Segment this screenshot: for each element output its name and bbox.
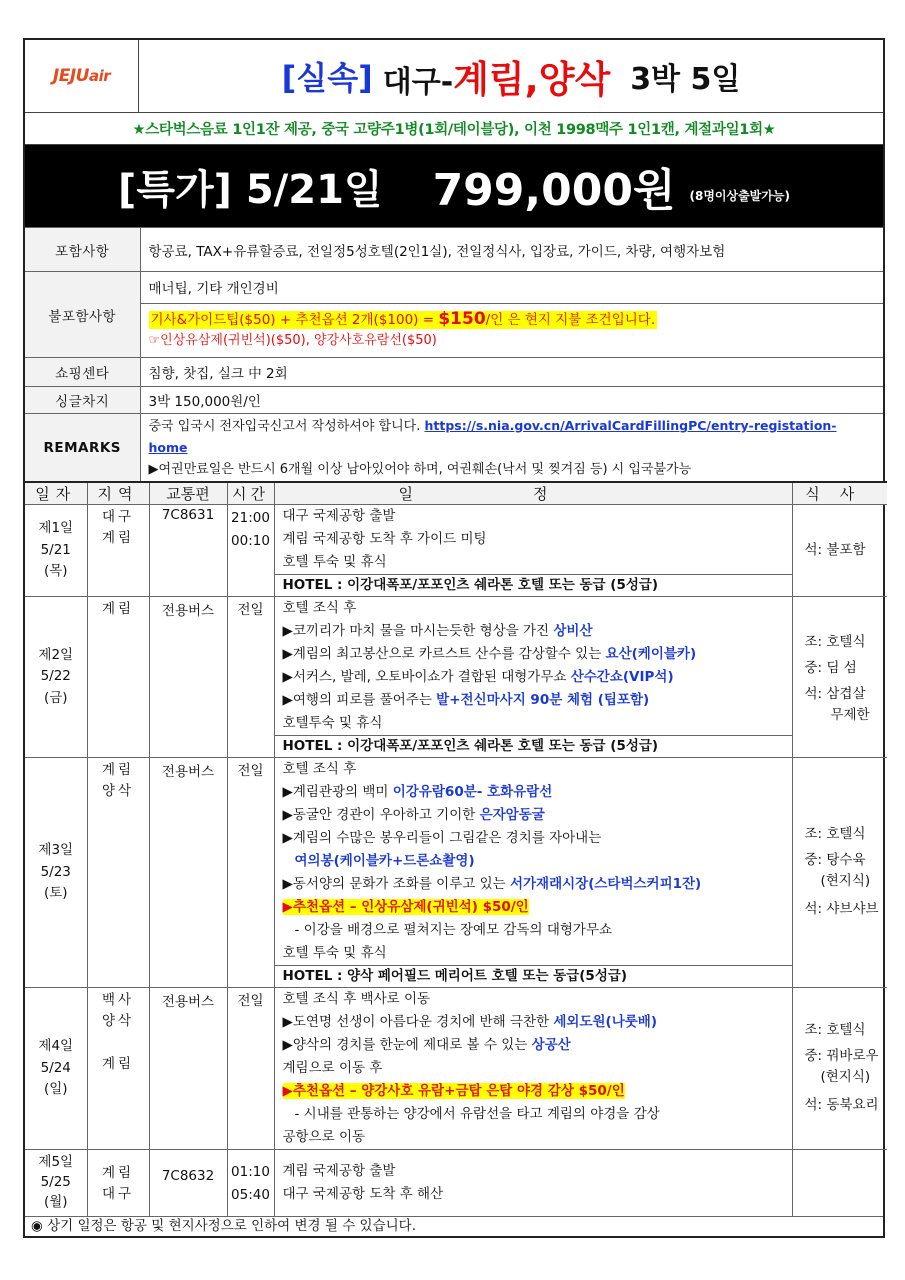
day-transport: 7C8631 — [149, 505, 227, 597]
day-plan: 호텔 조식 후 ▶코끼리가 마치 물을 마시는듯한 형상을 가진 상비산 ▶계림의 최고봉산으로 카르스트 산수를 감상할수 있는 요산(케이블카) ▶서커스, 발레, 오토바이쇼가 결합된 대형가무쇼 산수간쇼(VIP석) ▶여행의 피로를 풀어주는 발+전신마사지 90분 체험 (팁포함) 호텔투숙 및 휴식 HOTEL : 이강대폭포/포포인츠 쉐라톤 호텔 또는 동급 (5성급) — [274, 597, 792, 758]
excluded-line-1: 매너팁, 기타 개인경비 — [141, 275, 884, 304]
title-bar — [25, 40, 883, 113]
title-category: [실속] — [281, 59, 373, 97]
schedule-header-row — [25, 482, 887, 505]
promo-banner: ★스타벅스음료 1인1잔 제공, 중국 고량주1병(1회/테이블당), 이천 1998맥주 1인1캔, 계절과일1회★ — [25, 113, 883, 145]
header-city: 지역 — [87, 482, 149, 505]
entry-card-link[interactable]: https://s.nia.gov.cn/ArrivalCardFillingPC/entry-registation-home — [148, 418, 837, 455]
option-highlight: ▶추천옵션 – 인상유삼제(귀빈석) $50/인 — [282, 899, 529, 915]
hotel-info: HOTEL : 이강대폭포/포포인츠 쉐라톤 호텔 또는 동급 (5성급) — [275, 735, 792, 757]
logo-text: JEJU — [52, 66, 89, 86]
day-time: 전일 — [227, 988, 274, 1150]
day-label: 제5일 5/25 (월) — [25, 1150, 87, 1216]
day-meals: 조: 호텔식 중: 탕수육 (현지식) 석: 샤브샤브 — [792, 758, 887, 988]
day-label: 제4일 5/24 (일) — [25, 988, 87, 1150]
shopping-value: 침향, 찻집, 실크 中 2회 — [140, 358, 883, 387]
hotel-info: HOTEL : 양삭 페어필드 메리어트 호텔 또는 동급(5성급) — [275, 965, 792, 987]
title-origin: 대구- — [382, 65, 454, 100]
excluded-label: 불포함사항 — [25, 272, 140, 358]
day-row-4 — [25, 988, 887, 1150]
day-plan: 호텔 조식 후 ▶계림관광의 백미 이강유람60분- 호화유람선 ▶동굴안 경관이 우아하고 기이한 은자암동굴 ▶계림의 수많은 봉우리들이 그림같은 경치를 자아내는 여의봉(케이블카+드론쇼촬영) ▶동서양의 문화가 조화를 이루고 있는 서가재래시장(스타벅스커피1잔) ▶추천옵션 – 인상유삼제(귀빈석) $50/인 - 이강을 배경으로 펼쳐지는 장예모 감독의 대형가무쇼 호텔 투숙 및 휴식 HOTEL : 양삭 페어필드 메리어트 호텔 또는 동급(5성급) — [274, 758, 792, 988]
day-row-5 — [25, 1150, 887, 1216]
day-city: 계림 대구 — [87, 1150, 149, 1216]
day-row-1 — [25, 505, 887, 597]
option-highlight: ▶추천옵션 – 양강사호 유람+금탑 은탑 야경 감상 $50/인 — [282, 1083, 625, 1099]
title-destination: 계림,양삭 — [453, 58, 611, 101]
day-city: 계림 양삭 — [87, 758, 149, 988]
price-banner — [25, 145, 883, 227]
day-time: 01:10 05:40 — [227, 1150, 274, 1216]
single-value: 3박 150,000원/인 — [140, 387, 883, 414]
header-plan: 일정 — [274, 482, 792, 505]
day-meals — [792, 1150, 887, 1216]
price-amount: 799,000원 — [432, 165, 676, 216]
remarks-line-2: ▶여권만료일은 반드시 6개월 이상 남아있어야 하며, 여권훼손(낙서 및 찢겨짐 등) 시 입국불가능 — [148, 462, 692, 477]
itinerary-sheet — [23, 38, 885, 1238]
schedule-table — [25, 481, 887, 1216]
day-label: 제1일 5/21 (목) — [25, 505, 87, 597]
included-value: 항공료, TAX+유류할증료, 전일정5성호텔(2인1실), 전일정식사, 입장료, 가이드, 차량, 여행자보험 — [140, 228, 883, 272]
day-transport: 전용버스 — [149, 758, 227, 988]
info-row-shopping — [25, 358, 883, 387]
hotel-info: HOTEL : 이강대폭포/포포인츠 쉐라톤 호텔 또는 동급 (5성급) — [275, 574, 792, 596]
day-plan: 계림 국제공항 출발 대구 국제공항 도착 후 해산 — [274, 1150, 792, 1216]
day-time: 전일 — [227, 758, 274, 988]
shopping-label: 쇼핑센타 — [25, 358, 140, 387]
day-meals: 조: 호텔식 중: 딤 섬 석: 삼겹살 무제한 — [792, 597, 887, 758]
day-label: 제3일 5/23 (토) — [25, 758, 87, 988]
day-transport: 전용버스 — [149, 988, 227, 1150]
excluded-line-3: ☞인상유삼제(귀빈석)($50), 양강사호유람선($50) — [148, 332, 437, 348]
remarks-label: REMARKS — [25, 414, 140, 482]
day-time: 21:00 00:10 — [227, 505, 274, 597]
day-meals: 조: 호텔식 중: 꿔바로우 (현지식) 석: 동북요리 — [792, 988, 887, 1150]
price-date: [특가] 5/21일 — [118, 166, 383, 213]
footer-note: ◉ 상기 일정은 항공 및 현지사정으로 인하여 변경 될 수 있습니다. — [25, 1216, 883, 1236]
day-plan: 호텔 조식 후 백사로 이동 ▶도연명 선생이 아름다운 경치에 반해 극찬한 세외도원(나룻배) ▶양삭의 경치를 한눈에 제대로 볼 수 있는 상공산 계림으로 이동 후 ▶추천옵션 – 양강사호 유람+금탑 은탑 야경 감상 $50/인 - 시내를 관통하는 양강에서 유람선을 타고 계림의 야경을 감상 공항으로 이동 — [274, 988, 792, 1150]
day-transport: 7C8632 — [149, 1150, 227, 1216]
info-row-excluded — [25, 272, 883, 358]
day-transport: 전용버스 — [149, 597, 227, 758]
header-time: 시간 — [227, 482, 274, 505]
info-row-single — [25, 387, 883, 414]
day-time: 전일 — [227, 597, 274, 758]
day-meals: 석: 불포함 — [792, 505, 887, 597]
excluded-line-2: 기사&가이드팁($50) + 추천옵션 2개($100) = $150/인 은 현지 지불 조건입니다. — [150, 308, 656, 329]
info-table — [25, 227, 883, 481]
day-city: 대구 계림 — [87, 505, 149, 597]
included-label: 포함사항 — [25, 228, 140, 272]
day-city: 백사 양삭 계림 — [87, 988, 149, 1150]
day-city: 계림 — [87, 597, 149, 758]
remarks-line-1: 중국 입국시 전자입국신고서 작성하셔야 합니다. https://s.nia.gov.cn/ArrivalCardFillingPC/entry-registation-home — [148, 418, 837, 455]
header-transport: 교통편 — [149, 482, 227, 505]
title-duration: 3박 5일 — [630, 62, 741, 97]
header-meal: 식사 — [792, 482, 887, 505]
price-min-note: (8명이상출발가능) — [689, 188, 790, 203]
header-day: 일자 — [25, 482, 87, 505]
day-row-3 — [25, 758, 887, 988]
airline-logo — [25, 40, 139, 112]
info-row-remarks — [25, 414, 883, 482]
day-row-2 — [25, 597, 887, 758]
day-plan: 대구 국제공항 출발 계림 국제공항 도착 후 가이드 미팅 호텔 투숙 및 휴식 HOTEL : 이강대폭포/포포인츠 쉐라톤 호텔 또는 동급 (5성급) — [274, 505, 792, 597]
page-title — [139, 40, 883, 112]
logo-suffix: air — [88, 67, 111, 85]
info-row-included — [25, 228, 883, 272]
day-label: 제2일 5/22 (금) — [25, 597, 87, 758]
single-label: 싱글차지 — [25, 387, 140, 414]
